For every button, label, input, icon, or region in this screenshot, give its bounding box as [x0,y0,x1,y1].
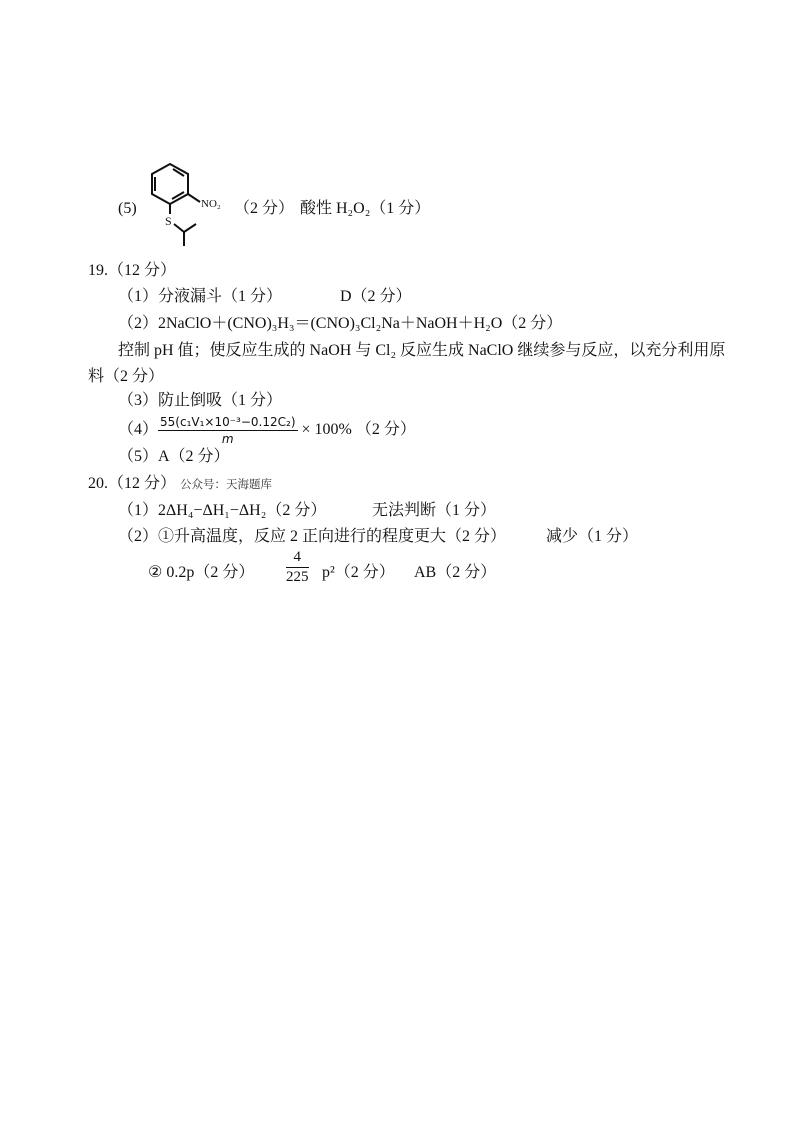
q20-part2-fraction-num: 4 [286,550,309,568]
q20-part2-fraction-den: 225 [286,569,309,585]
q18-part5-score: （2 分） [234,200,295,217]
sulfur-label: S [165,214,172,228]
no2-label: NO₂ [201,198,221,210]
q19-part2-note-line2: 料（2 分） [88,368,165,385]
q19-part5: （5）A（2 分） [118,448,230,465]
q20-part2-fraction-wrap [286,550,309,585]
q19-part4 [118,416,416,445]
q20-header-text: 20.（12 分） [88,475,177,492]
q18-part5-text: 酸性 H₂O₂（1 分） [300,200,431,217]
q20-part1-b: 无法判断（1 分） [372,502,497,519]
q20-part2-fraction [286,550,309,585]
q20-part2-d: p²（2 分） [322,564,395,581]
q19-part4-denominator: m [221,432,234,446]
q20-header [88,473,272,495]
q19-part4-label: （4） [118,421,159,439]
q19-header: 19.（12 分） [88,262,177,279]
q20-part1-a: （1）2ΔH₄−ΔH₁−ΔH₂（2 分） [118,502,327,519]
q19-part1: （1）分液漏斗（1 分） [118,288,283,305]
q20-part2-a: （2）①升高温度，反应 2 正向进行的程度更大（2 分） [118,528,507,545]
q20-watermark: 公众号：天海题库 [180,477,273,491]
q19-part3: （3）防止倒吸（1 分） [118,392,283,409]
q19-part1-b: D（2 分） [340,288,412,305]
q19-part2-note-line1: 控制 pH 值；使反应生成的 NaOH 与 Cl₂ 反应生成 NaClO 继续参与反应，以充分利用原 [118,342,726,359]
nitrophenyl-isopropyl-sulfide-structure [140,158,240,248]
q20-part2-e: AB（2 分） [414,564,497,581]
q19-part2: （2）2NaClO＋(CNO)₃H₃＝(CNO)₃Cl₂Na＋NaOH＋H₂O（2 分） [118,315,563,332]
q20-part2-b: 减少（1 分） [546,528,639,545]
q19-part4-tail: × 100% （2 分） [301,421,416,439]
q20-part2-c: ② 0.2p（2 分） [148,564,255,581]
q18-part5-label: (5) [118,200,137,217]
q19-part4-numerator: 55(c₁V₁×10⁻³−0.12C₂) [160,415,296,429]
q19-part4-fraction [158,416,298,445]
